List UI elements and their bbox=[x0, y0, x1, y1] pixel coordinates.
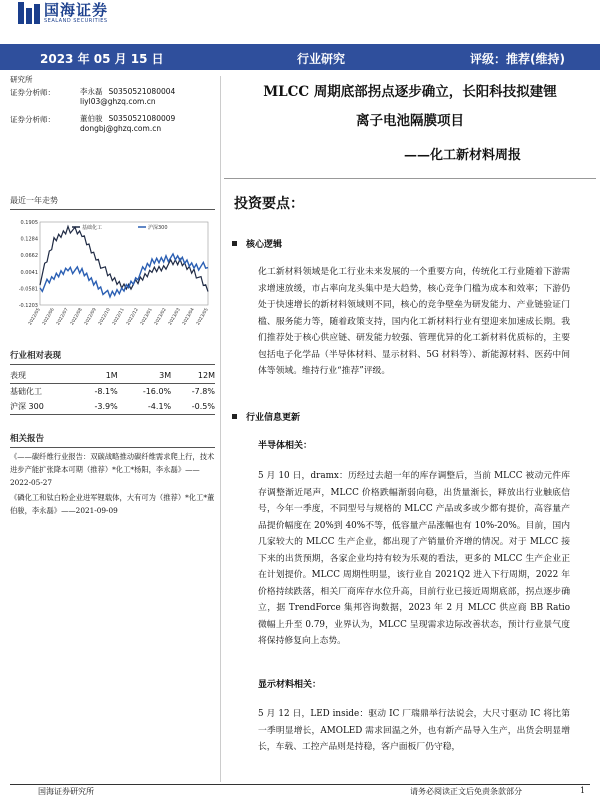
plot-frame bbox=[40, 222, 208, 305]
x-tick-label: 2022/05 bbox=[28, 307, 42, 327]
footer-disclaimer: 请务必阅读正文后免责条款部分 bbox=[410, 787, 522, 796]
footer-divider bbox=[10, 784, 590, 785]
x-tick-label: 2023/03 bbox=[168, 307, 182, 327]
y-tick-label: -0.0581 bbox=[18, 286, 38, 293]
report-rating: 评级：推荐(维持) bbox=[470, 52, 565, 66]
report-subtitle: ——化工新材料周报 bbox=[403, 148, 521, 163]
y-tick-label: 0.1284 bbox=[20, 236, 38, 243]
table-cell: -0.5% bbox=[191, 402, 215, 411]
table-cell: -16.0% bbox=[142, 387, 172, 396]
analyst-cert: S0350521080004 bbox=[108, 87, 176, 96]
bullet-square-icon bbox=[232, 414, 237, 419]
x-tick-label: 2022/09 bbox=[84, 307, 98, 327]
section-core-logic bbox=[232, 237, 282, 250]
analyst-email[interactable]: liyl03@ghzq.com.cn bbox=[80, 97, 156, 106]
key-points-title: 投资要点： bbox=[234, 196, 304, 212]
relative-performance bbox=[10, 349, 215, 415]
x-tick-label: 2023/05 bbox=[196, 307, 210, 327]
y-tick-label: 0.0041 bbox=[20, 269, 38, 276]
y-tick-label: 0.1905 bbox=[20, 220, 38, 226]
x-tick-label: 2022/12 bbox=[126, 307, 140, 327]
trend-chart bbox=[10, 210, 215, 335]
headline-divider bbox=[224, 178, 596, 179]
report-headline bbox=[224, 78, 596, 136]
legend-label: 沪深300 bbox=[148, 225, 168, 231]
y-tick-label: 0.0662 bbox=[20, 253, 38, 260]
y-tick-label: -0.1203 bbox=[18, 303, 38, 309]
x-tick-label: 2022/11 bbox=[112, 307, 126, 327]
page-number: 1 bbox=[580, 786, 586, 795]
table-header-cell: 1M bbox=[105, 371, 118, 380]
analyst-cert: S0350521080009 bbox=[108, 114, 176, 123]
section-heading: 核心逻辑 bbox=[246, 240, 283, 250]
table-header-cell: 12M bbox=[197, 371, 215, 380]
section-industry-news bbox=[232, 410, 300, 423]
analyst-email[interactable]: dongbj@ghzq.com.cn bbox=[80, 124, 162, 133]
table-cell: -8.1% bbox=[94, 387, 118, 396]
institute-label: 研究所 bbox=[10, 75, 33, 84]
table-cell: -3.9% bbox=[94, 402, 118, 411]
x-tick-label: 2023/04 bbox=[182, 307, 196, 327]
display-paragraph: 5 月 12 日，LED inside：驱动 IC 厂瑞鼎举行法说会，大尺寸驱动 IC 将比第一季明显增长，AMOLED 需求回温之外，也有新产品导入生产，出货会明显增长，车载、工控产品则是持稳，客户面板厂仍守稳， bbox=[258, 709, 570, 752]
footer-institute: 国海证券研究所 bbox=[38, 787, 94, 796]
x-tick-label: 2022/07 bbox=[56, 307, 70, 327]
series-line-csi300 bbox=[40, 254, 208, 297]
core-logic-paragraph: 化工新材料领域是化工行业未来发展的一个重要方向，传统化工行业随着下游需求增速放缓，市占率向龙头集中是大趋势，核心竞争门槛为成本和效率；下游仍处于快速增长的新材料领域则不同，核心的竞争壁垒为研发能力、产业链验证门槛、服务能力等，随着政策支持，国内化工新材料行业有望迎来加速成长期。我们推荐处于核心供应链、研发能力较强、管理优异的化工新材料优质标的，主要包括电子化学品（半导体材料、显示材料、5G 材料等）、新能源材料、医药中间体等领域。维持行业“推荐”评级。 bbox=[258, 267, 570, 376]
related-reports-title: 相关报告 bbox=[10, 432, 215, 448]
table-cell: -4.1% bbox=[147, 402, 172, 411]
performance-table bbox=[10, 368, 215, 415]
table-cell: 沪深 300 bbox=[10, 402, 44, 411]
semiconductor-paragraph: 5 月 10 日，dramx：历经过去超一年的库存调整后，当前 MLCC 被动元件库存调整渐近尾声，MLCC 价格跌幅渐弱向稳，出货量渐长，释放出行业触底信号，今年一季度，不同型号与规格的 MLCC 产品或多或少都有提价，高容量产品提价幅度在 20%到 40%不等，低容量产品涨幅也有 10%-20%。目前，国内几家较大的 MLCC 生产企业，都出现了产销量价齐增的情况。对于 MLCC 接下来的出货预期，各家企业均持有较为乐观的看法，更多的 MLCC 生产企业正在计划提价。MLCC 周期性明显，该行业自 2021Q2 进入下行周期，2022 年价格持续跌落，相关厂商库存水位升高，目前行业已接近周期底部，拐点逐步确立，据 TrendForce 集邦咨询数据，2023 年 2 月 MLCC 供应商 BB Ratio 微幅上升至 0.79，业界认为，MLCC 呈现需求边际改善状态，预计行业景气度将保持修复向上态势。 bbox=[258, 471, 570, 646]
column-divider bbox=[220, 76, 221, 782]
x-tick-label: 2022/08 bbox=[70, 307, 84, 327]
logo-icon bbox=[18, 2, 40, 24]
header-bar bbox=[0, 44, 600, 70]
x-tick-label: 2023/02 bbox=[154, 307, 168, 327]
table-row bbox=[10, 384, 215, 400]
brand-name-cn: 国海证券 bbox=[44, 0, 109, 19]
table-header-row bbox=[10, 368, 215, 384]
table-cell: -7.8% bbox=[191, 387, 215, 396]
analyst-role: 证券分析师： bbox=[10, 115, 55, 124]
analyst-name: 李永磊 bbox=[80, 87, 103, 96]
legend-label: 基础化工 bbox=[82, 225, 103, 231]
display-heading: 显示材料相关： bbox=[258, 680, 322, 690]
x-tick-label: 2023/01 bbox=[140, 307, 154, 327]
trend-chart-title: 最近一年走势 bbox=[10, 195, 215, 210]
headline-line-2: 离子电池隔膜项目 bbox=[356, 113, 464, 129]
trend-chart-panel bbox=[10, 195, 215, 339]
table-header-cell: 表现 bbox=[10, 371, 26, 380]
x-tick-label: 2022/10 bbox=[98, 307, 112, 327]
report-type: 行业研究 bbox=[297, 52, 346, 66]
analyst-entry bbox=[10, 114, 215, 134]
x-tick-label: 2022/06 bbox=[42, 307, 56, 327]
table-row bbox=[10, 399, 215, 415]
table-cell: 基础化工 bbox=[10, 387, 42, 396]
headline-line-1: MLCC 周期底部拐点逐步确立，长阳科技拟建锂 bbox=[263, 84, 557, 100]
analyst-entry bbox=[10, 87, 215, 107]
brand-name-en: SEALAND SECURITIES bbox=[44, 17, 108, 24]
related-reports bbox=[10, 432, 215, 517]
related-report-link[interactable]: 《磷化工和钛白粉企业进军锂载体，大有可为（推荐）*化工*董伯骏，李永磊》——2021-09-09 bbox=[10, 493, 215, 515]
report-date: 2023 年 05 月 15 日 bbox=[40, 52, 164, 66]
analyst-name: 董伯骏 bbox=[80, 114, 103, 123]
bullet-square-icon bbox=[232, 241, 237, 246]
related-report-link[interactable]: 《——碳纤维行业报告：双碳战略推动碳纤维需求爬上行，技术进步产能扩张降本可期（推荐）*化工*杨阳，李永磊》——2022-05-27 bbox=[10, 452, 215, 487]
performance-title: 行业相对表现 bbox=[10, 349, 215, 365]
brand-logo bbox=[18, 2, 108, 24]
analyst-panel bbox=[10, 74, 215, 141]
analyst-role: 证券分析师： bbox=[10, 88, 55, 97]
table-header-cell: 3M bbox=[159, 371, 172, 380]
section-heading: 行业信息更新 bbox=[246, 413, 301, 423]
semiconductor-heading: 半导体相关： bbox=[258, 441, 313, 451]
